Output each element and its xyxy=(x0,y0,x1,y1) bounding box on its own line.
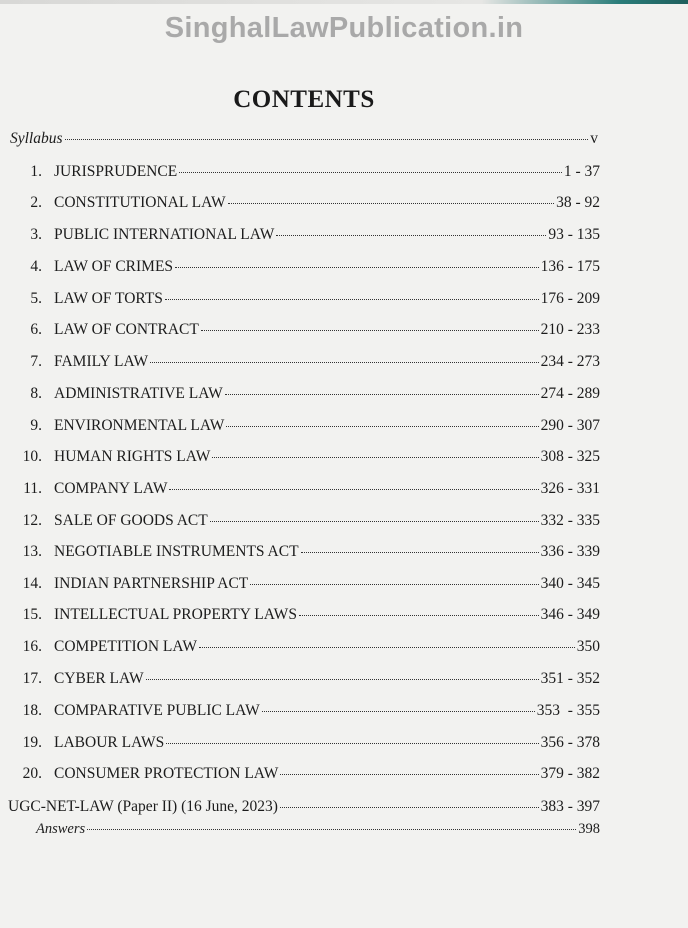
toc-entry-chapter[interactable] xyxy=(14,480,600,500)
dot-leader xyxy=(212,457,538,458)
dot-leader xyxy=(301,552,539,553)
chapter-title: LAW OF TORTS xyxy=(54,290,163,307)
exam-paper-pages: 383 - 397 xyxy=(540,798,600,815)
toc-entry-chapter[interactable] xyxy=(14,702,600,722)
dot-leader xyxy=(201,330,539,331)
chapter-pages: 353 - 355 xyxy=(536,702,600,719)
toc-entry-chapter[interactable] xyxy=(14,226,600,246)
chapter-number: 15. xyxy=(22,606,42,623)
chapter-number: 7. xyxy=(30,353,42,370)
chapter-pages: 136 - 175 xyxy=(540,258,600,275)
chapter-title: COMPANY LAW xyxy=(54,480,168,497)
dot-leader xyxy=(280,807,539,808)
chapter-number: 16. xyxy=(22,638,42,655)
toc-entry-chapter[interactable] xyxy=(14,321,600,341)
toc-entry-label: Syllabus xyxy=(10,130,63,147)
chapter-pages: 234 - 273 xyxy=(540,353,600,370)
toc-entry-syllabus[interactable] xyxy=(10,130,598,150)
chapter-number: 17. xyxy=(22,670,42,687)
toc-entry-chapter[interactable] xyxy=(14,543,600,563)
chapter-title: JURISPRUDENCE xyxy=(54,163,178,180)
chapter-pages: 308 - 325 xyxy=(540,448,600,465)
chapter-pages: 93 - 135 xyxy=(548,226,600,243)
toc-entry-chapter[interactable] xyxy=(14,417,600,437)
chapter-number: 5. xyxy=(30,290,42,307)
dot-leader xyxy=(276,235,546,236)
dot-leader xyxy=(175,267,539,268)
toc-entry-chapter[interactable] xyxy=(14,290,600,310)
chapter-title: HUMAN RIGHTS LAW xyxy=(54,448,211,465)
dot-leader xyxy=(150,362,539,363)
chapter-title: CONSTITUTIONAL LAW xyxy=(54,194,226,211)
chapter-number: 18. xyxy=(22,702,42,719)
dot-leader xyxy=(225,394,539,395)
chapter-title: SALE OF GOODS ACT xyxy=(54,512,208,529)
dot-leader xyxy=(87,829,576,830)
dot-leader xyxy=(262,711,535,712)
page-title: CONTENTS xyxy=(233,86,375,113)
dot-leader xyxy=(250,584,538,585)
answers-label: Answers xyxy=(36,821,86,837)
chapter-title: CYBER LAW xyxy=(54,670,144,687)
toc-entry-chapter[interactable] xyxy=(14,765,600,785)
chapter-pages: 346 - 349 xyxy=(540,606,600,623)
chapter-title: NEGOTIABLE INSTRUMENTS ACT xyxy=(54,543,299,560)
toc-entry-chapter[interactable] xyxy=(14,606,600,626)
chapter-title: LAW OF CONTRACT xyxy=(54,321,199,338)
dot-leader xyxy=(299,615,539,616)
chapter-number: 19. xyxy=(22,734,42,751)
chapter-pages: 290 - 307 xyxy=(540,417,600,434)
chapter-title: ENVIRONMENTAL LAW xyxy=(54,417,225,434)
chapter-title: LAW OF CRIMES xyxy=(54,258,174,275)
dot-leader xyxy=(169,489,538,490)
chapter-number: 13. xyxy=(22,543,42,560)
chapter-pages: 356 - 378 xyxy=(540,734,600,751)
chapter-title: CONSUMER PROTECTION LAW xyxy=(54,765,279,782)
toc-entry-chapter[interactable] xyxy=(14,512,600,532)
chapter-title: ADMINISTRATIVE LAW xyxy=(54,385,223,402)
toc-entry-chapter[interactable] xyxy=(14,163,600,183)
chapter-title: PUBLIC INTERNATIONAL LAW xyxy=(54,226,275,243)
chapter-number: 8. xyxy=(30,385,42,402)
chapter-title: INTELLECTUAL PROPERTY LAWS xyxy=(54,606,297,623)
chapter-number: 4. xyxy=(30,258,42,275)
chapter-number: 10. xyxy=(22,448,42,465)
chapter-number: 2. xyxy=(30,194,42,211)
chapter-title: FAMILY LAW xyxy=(54,353,149,370)
toc-entry-chapter[interactable] xyxy=(14,448,600,468)
chapter-number: 11. xyxy=(23,480,42,497)
chapter-pages: 379 - 382 xyxy=(540,765,600,782)
chapter-title: INDIAN PARTNERSHIP ACT xyxy=(54,575,249,592)
dot-leader xyxy=(166,743,538,744)
toc-entry-chapter[interactable] xyxy=(14,670,600,690)
dot-leader xyxy=(65,139,589,140)
chapter-pages: 38 - 92 xyxy=(556,194,600,211)
dot-leader xyxy=(280,774,538,775)
chapter-pages: 340 - 345 xyxy=(540,575,600,592)
chapter-number: 12. xyxy=(22,512,42,529)
chapter-number: 1. xyxy=(30,163,42,180)
toc-entry-chapter[interactable] xyxy=(14,575,600,595)
exam-paper-label: UGC-NET-LAW (Paper II) (16 June, 2023) xyxy=(8,798,278,815)
chapter-pages: 326 - 331 xyxy=(540,480,600,497)
chapter-number: 6. xyxy=(30,321,42,338)
toc-entry-chapter[interactable] xyxy=(14,258,600,278)
chapter-number: 9. xyxy=(30,417,42,434)
chapter-pages: 274 - 289 xyxy=(540,385,600,402)
chapter-pages: 332 - 335 xyxy=(540,512,600,529)
chapter-pages: 336 - 339 xyxy=(540,543,600,560)
dot-leader xyxy=(226,426,538,427)
chapter-number: 20. xyxy=(22,765,42,782)
chapter-title: COMPETITION LAW xyxy=(54,638,197,655)
chapter-pages: 210 - 233 xyxy=(540,321,600,338)
dot-leader xyxy=(199,647,575,648)
toc-entry-exam-paper[interactable] xyxy=(8,798,600,818)
chapter-pages: 1 - 37 xyxy=(563,163,600,180)
watermark: SinghalLawPublication.in xyxy=(164,12,524,44)
toc-entry-chapter[interactable] xyxy=(14,353,600,373)
dot-leader xyxy=(228,203,554,204)
chapter-number: 3. xyxy=(30,226,42,243)
chapter-pages: 351 - 352 xyxy=(540,670,600,687)
toc-entry-chapter[interactable] xyxy=(14,734,600,754)
dot-leader xyxy=(165,299,539,300)
toc-entry-chapter[interactable] xyxy=(14,638,600,658)
chapter-title: LABOUR LAWS xyxy=(54,734,165,751)
chapter-number: 14. xyxy=(22,575,42,592)
toc-entry-chapter[interactable] xyxy=(14,385,600,405)
dot-leader xyxy=(179,172,562,173)
toc-entry-pages: v xyxy=(590,130,598,147)
chapter-title: COMPARATIVE PUBLIC LAW xyxy=(54,702,260,719)
toc-entry-chapter[interactable] xyxy=(14,194,600,214)
answers-pages: 398 xyxy=(578,821,600,837)
dot-leader xyxy=(210,521,539,522)
toc-entry-answers[interactable] xyxy=(36,821,600,841)
chapter-pages: 176 - 209 xyxy=(540,290,600,307)
dot-leader xyxy=(146,679,539,680)
chapter-pages: 350 xyxy=(576,638,600,655)
